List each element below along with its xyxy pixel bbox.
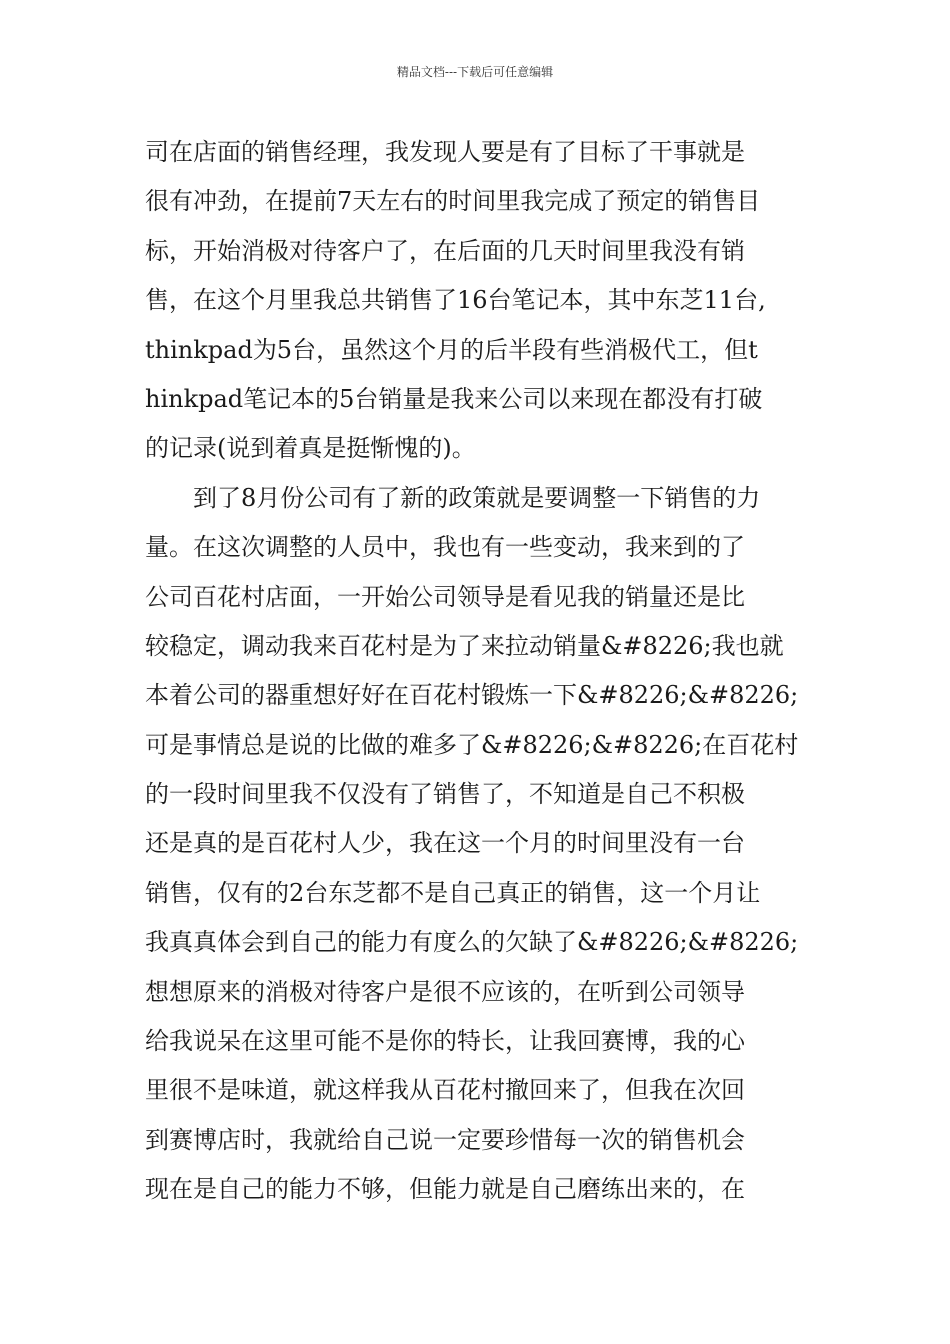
text-line-11: 较稳定，调动我来百花村是为了来拉动销量&#8226;我也就 xyxy=(145,631,784,660)
text-line-5: thinkpad为5台，虽然这个月的后半段有些消极代工，但t xyxy=(145,335,758,364)
text-line-1: 司在店面的销售经理，我发现人要是有了目标了干事就是 xyxy=(145,138,745,166)
text-line-20: 里很不是味道，就这样我从百花村撤回来了，但我在次回 xyxy=(145,1076,745,1105)
text-line-14: 的一段时间里我不仅没有了销售了，不知道是自己不积极 xyxy=(145,780,745,809)
text-line-18: 想想原来的消极对待客户是很不应该的，在听到公司领导 xyxy=(145,977,745,1006)
text-line-12: 本着公司的器重想好好在百花村锻炼一下&#8226;&#8226; xyxy=(145,681,799,710)
text-line-17: 我真真体会到自己的能力有度么的欠缺了&#8226;&#8226; xyxy=(145,928,799,957)
text-line-7: 的记录(说到着真是挺惭愧的)。 xyxy=(145,434,476,463)
text-line-22: 现在是自己的能力不够，但能力就是自己磨练出来的，在 xyxy=(145,1175,745,1204)
text-line-9: 量。在这次调整的人员中，我也有一些变动，我来到的了 xyxy=(145,533,745,562)
text-line-4: 售，在这个月里我总共销售了16台笔记本，其中东芝11台, xyxy=(145,286,766,315)
text-line-3: 标，开始消极对待客户了，在后面的几天时间里我没有销 xyxy=(145,236,745,265)
text-line-13: 可是事情总是说的比做的难多了&#8226;&#8226;在百花村 xyxy=(145,730,799,759)
text-line-2: 很有冲劲，在提前7天左右的时间里我完成了预定的销售目 xyxy=(145,187,761,216)
document-body xyxy=(145,128,825,1215)
text-line-15: 还是真的是百花村人少，我在这一个月的时间里没有一台 xyxy=(145,829,745,858)
text-line-19: 给我说呆在这里可能不是你的特长，让我回赛博，我的心 xyxy=(145,1027,745,1056)
text-line-21: 到赛博店时，我就给自己说一定要珍惜每一次的销售机会 xyxy=(145,1125,745,1154)
text-line-6: hinkpad笔记本的5台销量是我来公司以来现在都没有打破 xyxy=(145,384,763,413)
page-header: 精品文档---下载后可任意编辑 xyxy=(396,65,554,79)
text-line-16: 销售，仅有的2台东芝都不是自己真正的销售，这一个月让 xyxy=(145,878,761,907)
text-line-10: 公司百花村店面，一开始公司领导是看见我的销量还是比 xyxy=(145,582,745,611)
text-line-8: 到了8月份公司有了新的政策就是要调整一下销售的力 xyxy=(145,483,761,512)
